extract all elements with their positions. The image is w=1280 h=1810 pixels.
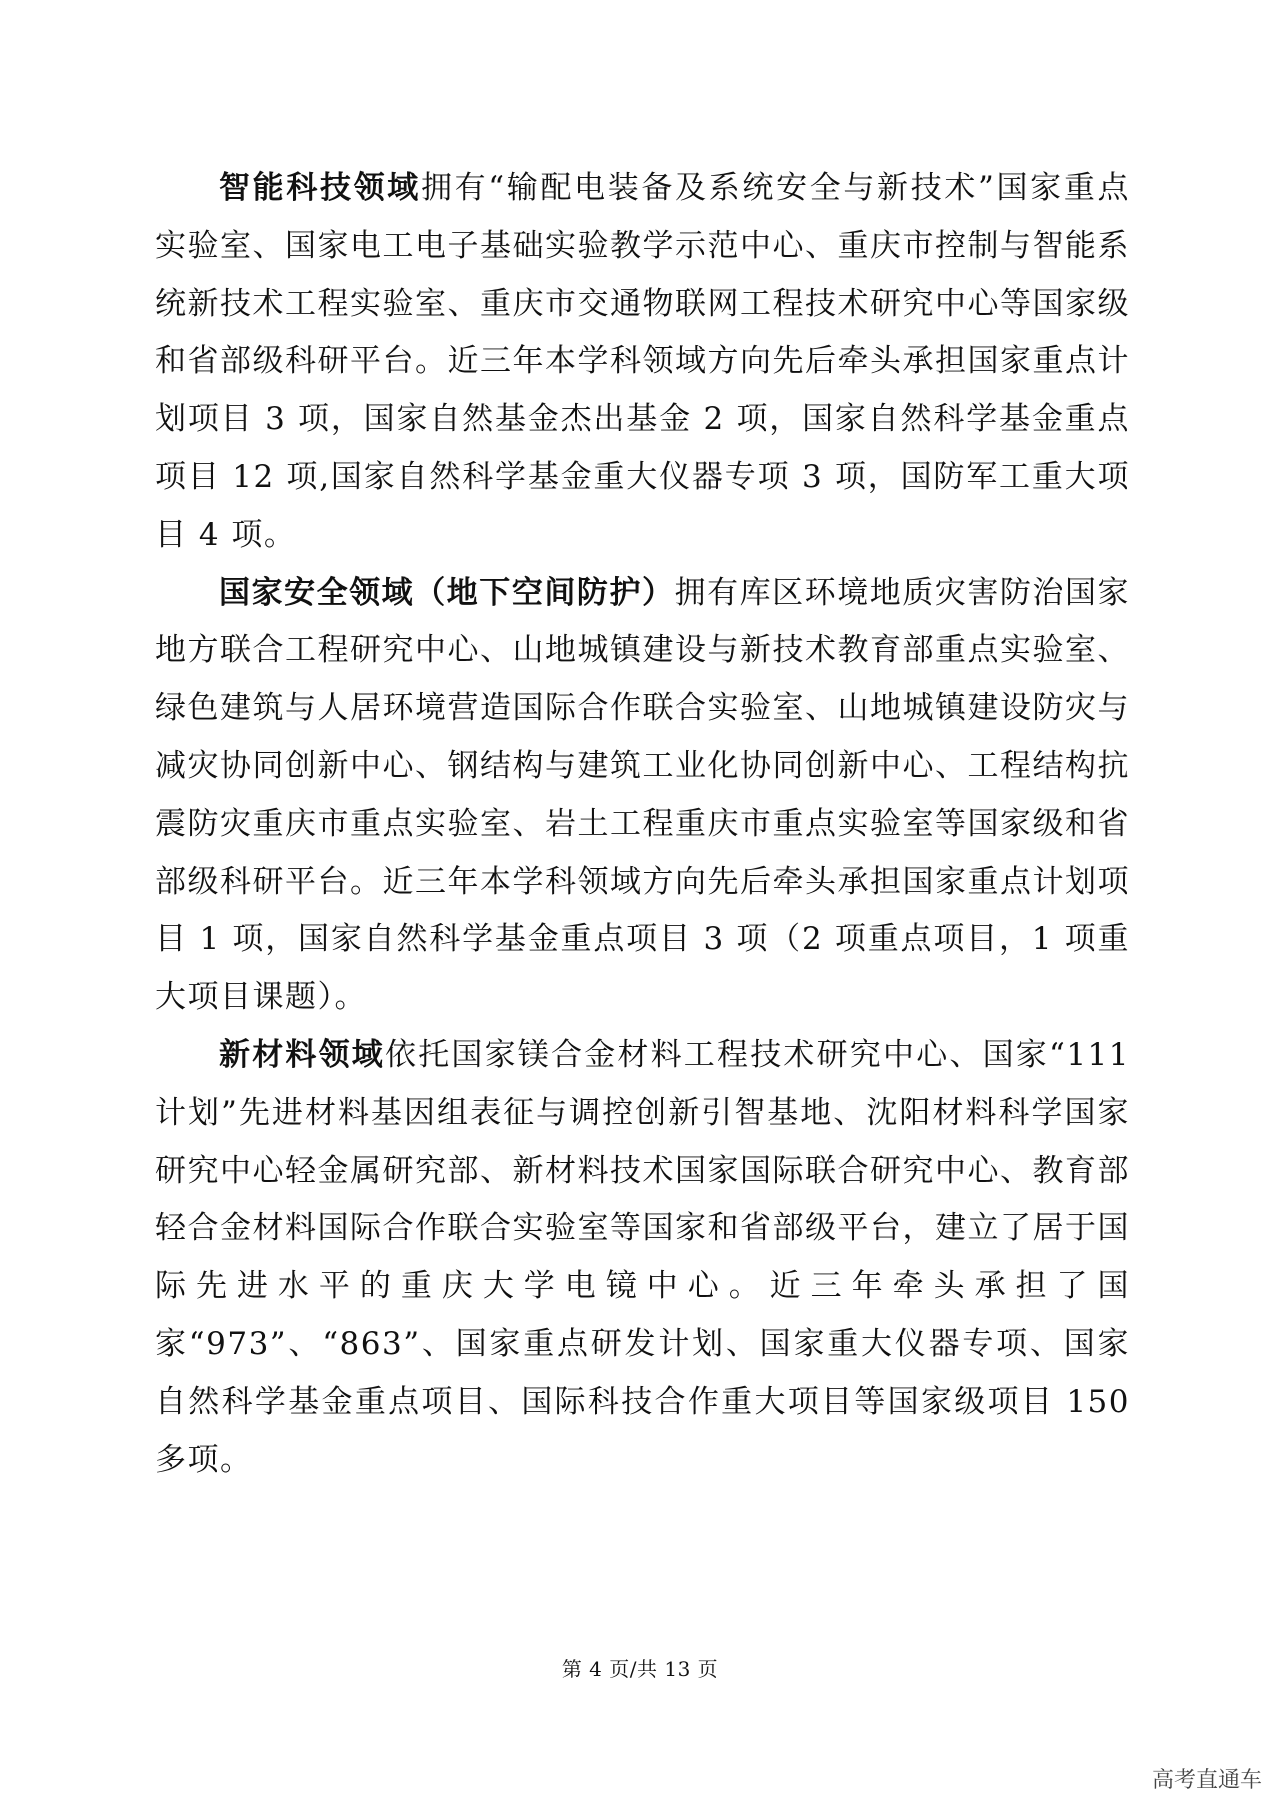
paragraph-national-security <box>155 565 1130 1027</box>
paragraph-body: 依托国家镁合金材料工程技术研究中心、国家“111 计划”先进材料基因组表征与调控创新引智基地、沈阳材料科学国家研究中心轻金属研究部、新材料技术国家国际联合研究中心、教育部轻合金材料国际合作联合实验室等国家和省部级平台，建立了居于国际先进水平的重庆大学电镜中心。近三年牵头承担了国家“973”、“863”、国家重点研发计划、国家重大仪器专项、国家自然科学基金重点项目、国际科技合作重大项目等国家级项目 150 多项。 <box>155 1036 1131 1478</box>
paragraph-heading: 智能科技领域 <box>219 170 421 206</box>
paragraph-intelligent-tech <box>155 160 1130 565</box>
watermark: 高考直通车 <box>1151 1768 1262 1793</box>
paragraph-heading: 新材料领域 <box>219 1036 385 1073</box>
paragraph-heading: 国家安全领域（地下空间防护） <box>219 574 675 611</box>
paragraph-body: 拥有库区环境地质灾害防治国家地方联合工程研究中心、山地城镇建设与新技术教育部重点实验室、绿色建筑与人居环境营造国际合作联合实验室、山地城镇建设防灾与减灾协同创新中心、钢结构与建筑工业化协同创新中心、工程结构抗震防灾重庆市重点实验室、岩土工程重庆市重点实验室等国家级和省部级科研平台。近三年本学科领域方向先后牵头承担国家重点计划项目 1 项，国家自然科学基金重点项目 3 项（2 项重点项目，1 项重大项目课题）。 <box>155 574 1131 1016</box>
page-number: 第 4 页/共 13 页 <box>561 1657 719 1681</box>
body-text <box>155 160 1130 1489</box>
paragraph-body: 拥有“输配电装备及系统安全与新技术”国家重点实验室、国家电工电子基础实验教学示范中心、重庆市控制与智能系统新技术工程实验室、重庆市交通物联网工程技术研究中心等国家级和省部级科研平台。近三年本学科领域方向先后牵头承担国家重点计划项目 3 项，国家自然基金杰出基金 2 项，国家自然科学基金重点项目 12 项,国家自然科学基金重大仪器专项 3 项，国防军工重大项目 4 项。 <box>155 170 1131 553</box>
paragraph-new-materials <box>155 1027 1130 1489</box>
